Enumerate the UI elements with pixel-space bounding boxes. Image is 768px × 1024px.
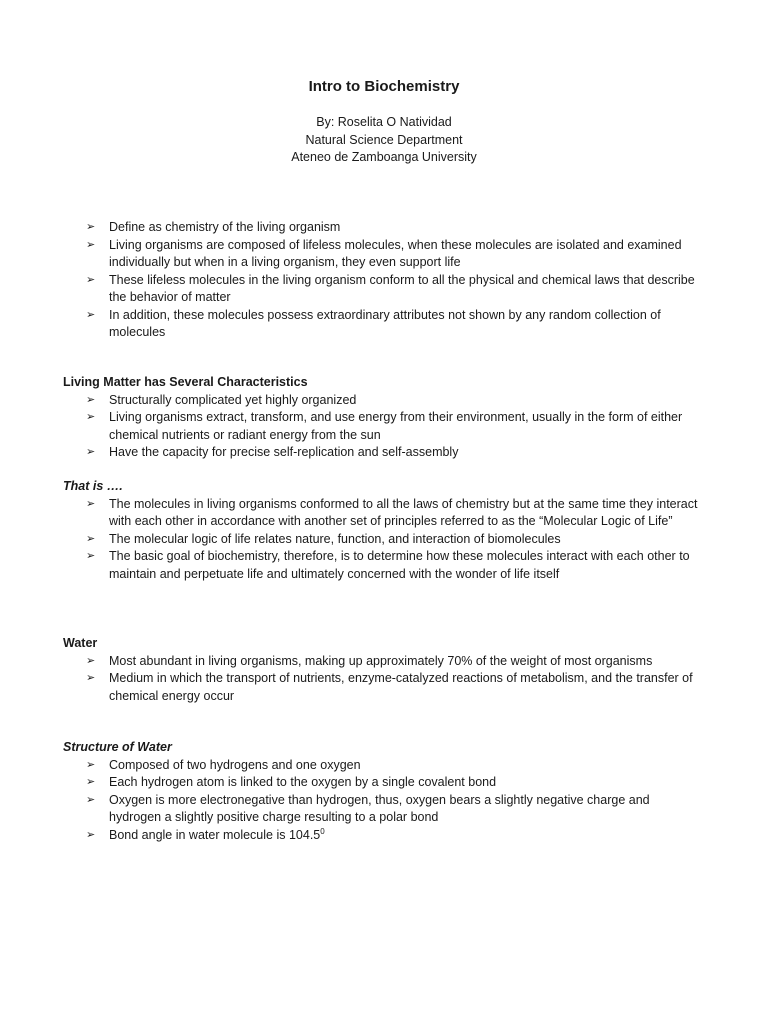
arrow-bullet-icon: ➢	[86, 776, 96, 788]
list-item: ➢ Have the capacity for precise self-replication and self-assembly	[63, 444, 703, 462]
university-line: Ateneo de Zamboanga University	[291, 150, 477, 164]
author-line: By: Roselita O Natividad	[316, 115, 452, 129]
arrow-bullet-icon: ➢	[86, 758, 96, 771]
arrow-bullet-icon: ➢	[86, 221, 96, 233]
list-item: ➢ These lifeless molecules in the living organism conform to all the physical and chemical laws that describe the behavior of matter	[86, 272, 695, 304]
list-item: ➢ The molecules in living organisms conformed to all the laws of chemistry but at the same time they interact with each other in accordance with another set of principles referred to as the “Molecular Logic of Life”	[86, 496, 698, 528]
arrow-bullet-icon: ➢	[86, 793, 96, 806]
list-item: ➢ Composed of two hydrogens and one oxygen	[63, 757, 703, 775]
list-item: ➢ In addition, these molecules possess extraordinary attributes not shown by any random collection of molecules	[86, 307, 661, 339]
list-item: ➢ Living organisms are composed of lifeless molecules, when these molecules are isolated and examined individually but when in a living organism, they even support life	[86, 237, 682, 269]
list-item	[63, 827, 703, 845]
arrow-bullet-icon: ➢	[86, 654, 96, 667]
intro-section	[63, 219, 703, 342]
department-line: Natural Science Department	[305, 132, 463, 147]
arrow-bullet-icon: ➢	[86, 238, 96, 251]
list-item: ➢ Medium in which the transport of nutrients, enzyme-catalyzed reactions of metabolism, and the transfer of chemical energy occur	[86, 671, 693, 703]
structure-section	[63, 739, 703, 844]
arrow-bullet-icon: ➢	[86, 308, 96, 321]
intro-list	[63, 219, 703, 342]
list-item: ➢ Structurally complicated yet highly organized	[63, 392, 703, 410]
that-is-list	[63, 496, 703, 584]
arrow-bullet-icon: ➢	[86, 550, 96, 562]
section-heading: Living Matter has Several Characteristics	[63, 375, 308, 389]
that-is-section	[63, 478, 703, 583]
structure-list	[63, 757, 703, 845]
byline	[0, 114, 768, 167]
water-section	[63, 635, 703, 705]
bond-angle-text: Bond angle in water molecule is 104.5	[109, 827, 321, 842]
arrow-bullet-icon: ➢	[86, 393, 96, 406]
list-item: ➢ Each hydrogen atom is linked to the oxygen by a single covalent bond	[63, 774, 703, 792]
list-item: ➢ Living organisms extract, transform, and use energy from their environment, usually in the form of either chemical nutrients or radiant energy from the sun	[86, 410, 683, 442]
arrow-bullet-icon: ➢	[86, 497, 96, 510]
water-list	[63, 653, 703, 706]
list-item: ➢ The basic goal of biochemistry, therefore, is to determine how these molecules interact with each other to maintain and perpetuate life and ultimately concerned with the wonder of life itself	[86, 549, 690, 581]
degree-superscript: 0	[320, 826, 325, 836]
arrow-bullet-icon: ➢	[86, 672, 96, 684]
arrow-bullet-icon: ➢	[86, 273, 96, 286]
characteristics-section	[63, 374, 703, 462]
arrow-bullet-icon: ➢	[86, 411, 96, 423]
list-item: ➢ Define as chemistry of the living organism	[63, 219, 703, 237]
arrow-bullet-icon: ➢	[86, 446, 96, 458]
list-item: ➢ Oxygen is more electronegative than hydrogen, thus, oxygen bears a slightly negative charge and hydrogen a slightly positive charge resulting to a polar bond	[86, 792, 650, 824]
section-heading: Water	[63, 636, 98, 650]
list-item: ➢ Most abundant in living organisms, making up approximately 70% of the weight of most organisms	[63, 653, 703, 671]
section-heading: That is ….	[63, 479, 123, 493]
section-heading: Structure of Water	[63, 740, 172, 754]
arrow-bullet-icon: ➢	[86, 828, 96, 841]
characteristics-list	[63, 392, 703, 462]
arrow-bullet-icon: ➢	[86, 532, 96, 545]
list-item: ➢ The molecular logic of life relates nature, function, and interaction of biomolecules	[63, 531, 703, 549]
document-title: Intro to Biochemistry	[308, 78, 460, 95]
